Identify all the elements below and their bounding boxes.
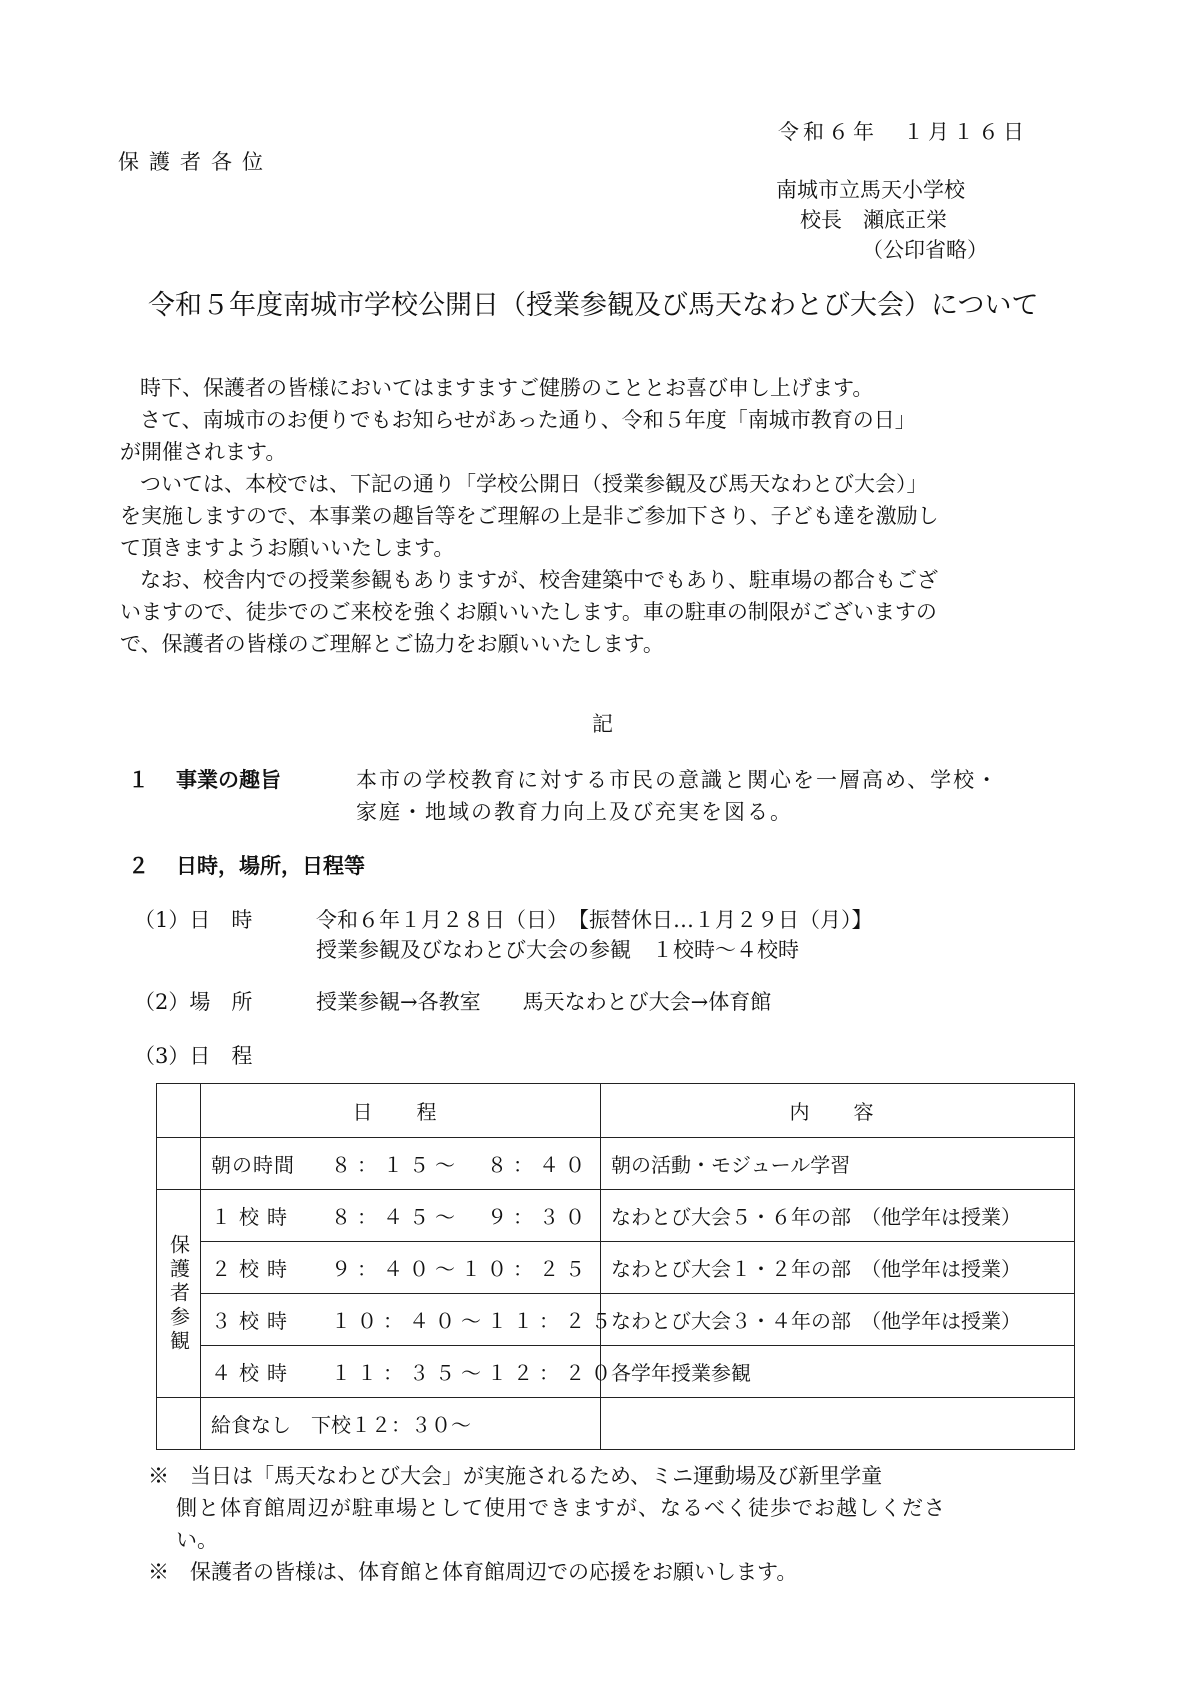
document-date: 令和６年 １月１６日 — [778, 120, 1028, 144]
body-paragraph-3-line-1: ついては、本校では、下記の通り「学校公開日（授業参観及び馬天なわとび大会）」 — [140, 472, 928, 496]
note-1-line-3: い。 — [176, 1528, 218, 1552]
school-name: 南城市立馬天小学校 — [776, 178, 965, 202]
side-label: 保護者参観 — [166, 1233, 191, 1354]
section-2-number: ２ — [128, 854, 149, 878]
section-1-text-line-1: 本市の学校教育に対する市民の意識と関心を一層高め、学校・ — [356, 768, 1000, 792]
content-cell: なわとび大会３・４年の部 （他学年は授業） — [601, 1294, 1075, 1346]
schedule-header-row — [157, 1084, 1075, 1138]
table-row — [157, 1190, 1075, 1242]
period-time: ９：４０～１０：２５ — [331, 1257, 591, 1281]
period-label: ２校時 — [211, 1257, 295, 1281]
body-paragraph-1: 時下、保護者の皆様においてはますますご健勝のこととお喜び申し上げます。 — [140, 376, 874, 400]
table-row — [157, 1294, 1075, 1346]
period-time: ８：１５～ ８：４０ — [331, 1153, 591, 1177]
side-label-cell — [157, 1190, 201, 1398]
schedule-cell — [201, 1242, 601, 1294]
table-row — [157, 1398, 1075, 1450]
table-row — [157, 1138, 1075, 1190]
item-datetime-text-1: 令和６年１月２８日（日） 【振替休日…１月２９日（月）】 — [316, 908, 873, 932]
body-paragraph-4-line-2: いますので、徒歩でのご来校を強くお願いいたします。車の駐車の制限がございますの — [120, 600, 937, 624]
period-label: ３校時 — [211, 1309, 295, 1333]
period-time: １１：３５～１２：２０ — [331, 1361, 617, 1385]
period-time: ８：４５～ ９：３０ — [331, 1205, 591, 1229]
section-1-text-line-2: 家庭・地域の教育力向上及び充実を図る。 — [356, 800, 793, 824]
section-2-heading: 日時，場所，日程等 — [176, 854, 365, 878]
schedule-cell — [201, 1346, 617, 1398]
content-cell: なわとび大会１・２年の部 （他学年は授業） — [601, 1242, 1075, 1294]
table-row — [157, 1242, 1075, 1294]
content-cell: 朝の活動・モジュール学習 — [601, 1138, 1075, 1190]
body-paragraph-4-line-3: で、保護者の皆様のご理解とご協力をお願いいたします。 — [120, 632, 664, 656]
body-paragraph-3-line-2: を実施しますので、本事業の趣旨等をご理解の上是非ご参加下さり、子ども達を激励し — [120, 504, 939, 528]
header-schedule: 日 程 — [201, 1084, 601, 1138]
schedule-cell — [201, 1294, 617, 1346]
content-cell: なわとび大会５・６年の部 （他学年は授業） — [601, 1190, 1075, 1242]
note-2: ※ 保護者の皆様は、体育館と体育館周辺での応援をお願いします。 — [148, 1560, 798, 1584]
side-blank-cell — [157, 1138, 201, 1190]
item-schedule-label: （3）日 程 — [134, 1044, 253, 1068]
note-1-line-1: ※ 当日は「馬天なわとび大会」が実施されるため、ミニ運動場及び新里学童 — [148, 1464, 883, 1488]
principal-name: 校長 瀬底正栄 — [800, 208, 947, 232]
section-1-number: １ — [128, 768, 149, 792]
body-paragraph-2-line-2: が開催されます。 — [120, 440, 287, 464]
schedule-cell — [201, 1190, 601, 1242]
schedule-cell-dismissal: 給食なし 下校１２：３０～ — [201, 1398, 601, 1450]
content-cell: 各学年授業参観 — [601, 1346, 1075, 1398]
period-label: ４校時 — [211, 1361, 295, 1385]
item-datetime-text-2: 授業参観及びなわとび大会の参観 １校時～４校時 — [316, 938, 799, 962]
item-place-text: 授業参観→各教室 馬天なわとび大会→体育館 — [316, 990, 772, 1014]
table-row — [157, 1346, 1075, 1398]
period-time: １０：４０～１１：２５ — [331, 1309, 617, 1333]
body-paragraph-4-line-1: なお、校舎内での授業参観もありますが、校舎建築中でもあり、駐車場の都合もござ — [140, 568, 938, 592]
period-label: １校時 — [211, 1205, 295, 1229]
seal-note: （公印省略） — [862, 238, 988, 262]
item-datetime-label: （1）日 時 — [134, 908, 253, 932]
schedule-cell — [201, 1138, 601, 1190]
body-paragraph-2-line-1: さて、南城市のお便りでもお知らせがあった通り、令和５年度「南城市教育の日」 — [140, 408, 916, 432]
header-content: 内 容 — [601, 1084, 1075, 1138]
item-place-label: （2）場 所 — [134, 990, 253, 1014]
schedule-table — [156, 1083, 1075, 1450]
ki-marker: 記 — [592, 712, 613, 736]
addressee: 保護者各位 — [118, 150, 273, 174]
section-1-heading: 事業の趣旨 — [176, 768, 281, 792]
header-blank-cell — [157, 1084, 201, 1138]
content-cell-empty — [601, 1398, 1075, 1450]
period-label: 朝の時間 — [211, 1153, 295, 1177]
document-title: 令和５年度南城市学校公開日（授業参観及び馬天なわとび大会）について — [148, 290, 1039, 321]
side-blank-cell — [157, 1398, 201, 1450]
body-paragraph-3-line-3: て頂きますようお願いいたします。 — [120, 536, 455, 560]
note-1-line-2: 側と体育館周辺が駐車場として使用できますが、なるべく徒歩でお越しくださ — [176, 1496, 946, 1520]
